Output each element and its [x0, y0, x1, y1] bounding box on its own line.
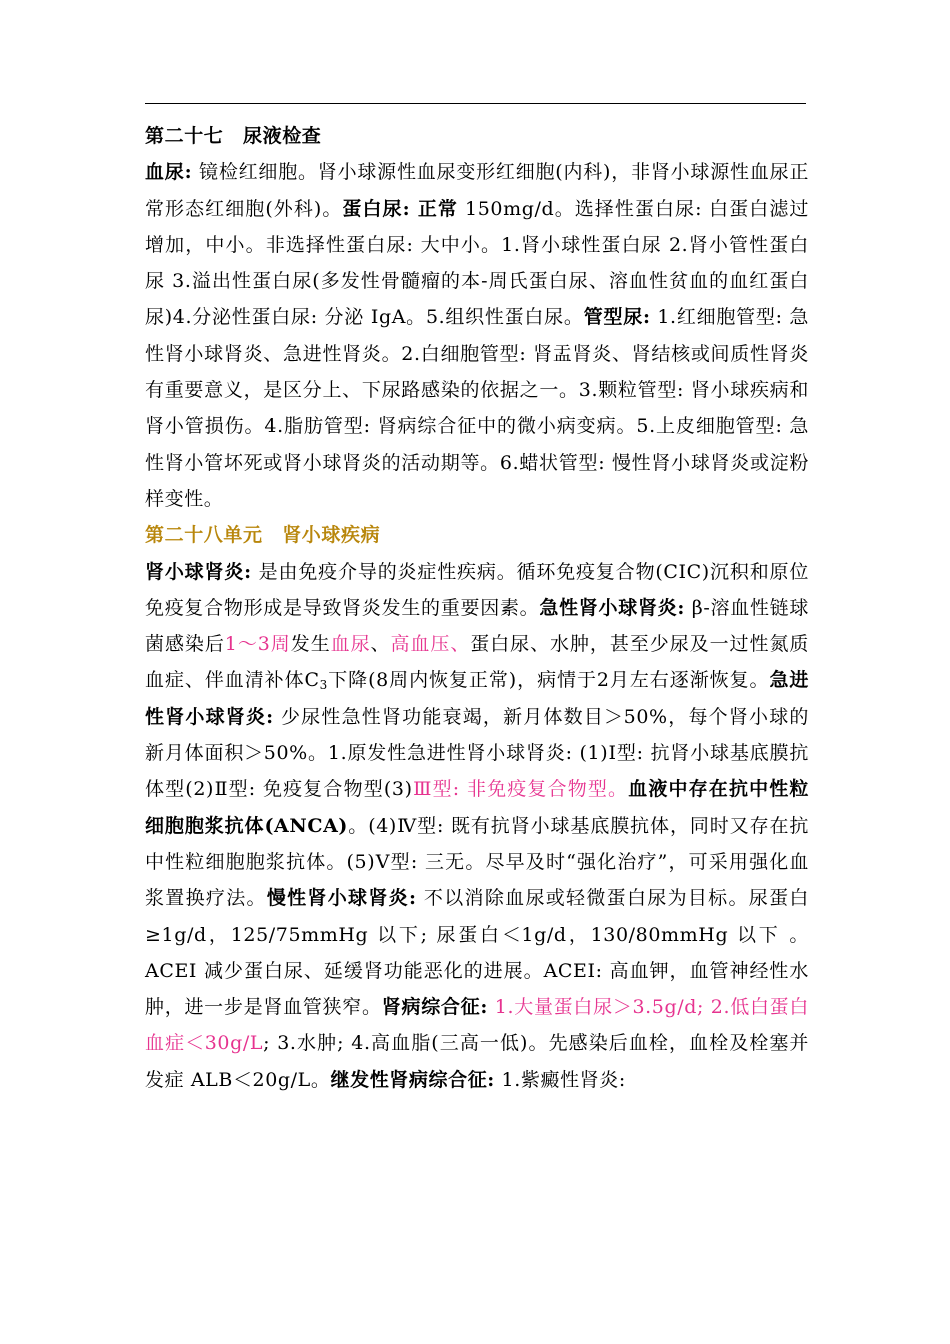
- body-text: 是由免疫介导的炎症性疾病。循环免疫复合物(CIC)沉积和原位免疫复合物形成是导致肾炎发生的重要因素。: [145, 560, 809, 619]
- body-text: 。(4)Ⅳ型: 既有抗肾小球基底膜抗体，同时又存在抗中性粒细胞胞浆抗体。(5)Ⅴ型: 三无。尽早及时“强化治疗”，可采用强化血浆置换疗法。: [145, 814, 810, 910]
- highlighted-text: 高血压、: [390, 633, 471, 656]
- body-text: 下降(8周内恢复正常)，病情于2月左右逐渐恢复。: [327, 669, 770, 692]
- body-text: 蛋白尿、水肿，甚至少尿及一过性氮质血症、伴血清补体C: [145, 633, 809, 692]
- document-body: [145, 118, 809, 1098]
- term-label: 血液中存在抗中性粒细胞胞浆抗体(ANCA): [145, 778, 810, 837]
- highlighted-text: 1～3周: [224, 633, 291, 656]
- term-label: 蛋白尿: 正常: [342, 197, 458, 220]
- header-rule: [145, 103, 806, 104]
- term-label: 管型尿:: [583, 306, 651, 329]
- body-text: 150mg/d。选择性蛋白尿: 白蛋白滤过增加，中小。非选择性蛋白尿: 大中小。1.肾小球性蛋白尿 2.肾小管性蛋白尿 3.溢出性蛋白尿(多发性骨髓瘤的本-周氏蛋白尿、溶血性贫血的血红蛋白尿)4.分泌性蛋白尿: 分泌 IgA。5.组织性蛋白尿。: [145, 197, 809, 329]
- body-text: 、: [370, 633, 391, 656]
- term-label: 血尿:: [145, 161, 193, 184]
- body-text: 3: [319, 678, 328, 693]
- body-text: β-溶血性链球菌感染后: [145, 596, 809, 656]
- body-text: 发生: [290, 633, 331, 656]
- body-text: 少尿性急性肾功能衰竭，新月体数目＞50%，每个肾小球的新月体面积＞50%。1.原发性急进性肾小球肾炎: (1)Ⅰ型: 抗肾小球基底膜抗体型(2)Ⅱ型: 免疫复合物型(3): [145, 705, 809, 801]
- body-text: 镜检红细胞。肾小球源性血尿变形红细胞(内科)，非肾小球源性血尿正常形态红细胞(外科)。: [145, 161, 809, 220]
- body-text: 不以消除血尿或轻微蛋白尿为目标。尿蛋白≥1g/d，125/75mmHg 以下; 尿蛋白＜1g/d，130/80mmHg 以下 。ACEI 减少蛋白尿、延缓肾功能恶化的进展。ACEI: 高血钾，血管神经性水肿，进一步是肾血管狭窄。: [145, 887, 809, 1019]
- term-label: 继发性肾病综合征:: [330, 1068, 495, 1091]
- term-label: 肾病综合征:: [381, 996, 488, 1019]
- section-paragraph-urinalysis: [145, 154, 809, 517]
- section-heading-urinalysis: 第二十七 尿液检查: [145, 125, 322, 147]
- highlighted-text: 血尿: [330, 633, 371, 656]
- term-label: 肾小球肾炎:: [145, 560, 252, 583]
- body-text: 1.紫癜性肾炎:: [494, 1068, 626, 1091]
- term-label: 急进性肾小球肾炎:: [145, 669, 809, 728]
- section-paragraph-glomerular-disease: [145, 554, 809, 1098]
- term-label: 急性肾小球肾炎:: [539, 596, 686, 619]
- body-text: ; 3.水肿; 4.高血脂(三高一低)。先感染后血栓，血栓及栓塞并发症 ALB＜20g/L。: [145, 1032, 809, 1091]
- highlighted-text: 1.大量蛋白尿＞3.5g/d; 2.低白蛋白血症＜30g/L: [145, 996, 810, 1055]
- section-heading-glomerular-disease: 第二十八单元 肾小球疾病: [145, 524, 381, 547]
- body-text: [488, 996, 495, 1018]
- term-label: 慢性肾小球肾炎:: [266, 887, 417, 910]
- body-text: 1.红细胞管型: 急性肾小球肾炎、急进性肾炎。2.白细胞管型: 肾盂肾炎、肾结核或间质性肾炎有重要意义，是区分上、下尿路感染的依据之一。3.颗粒管型: 肾小球疾病和肾小管损伤。4.脂肪管型: 肾病综合征中的微小病变病。5.上皮细胞管型: 急性肾小管坏死或肾小球肾炎的活动期等。6.蜡状管型: 慢性肾小球肾炎或淀粉样变性。: [145, 306, 809, 510]
- highlighted-text: Ⅲ型: 非免疫复合物型。: [412, 778, 629, 801]
